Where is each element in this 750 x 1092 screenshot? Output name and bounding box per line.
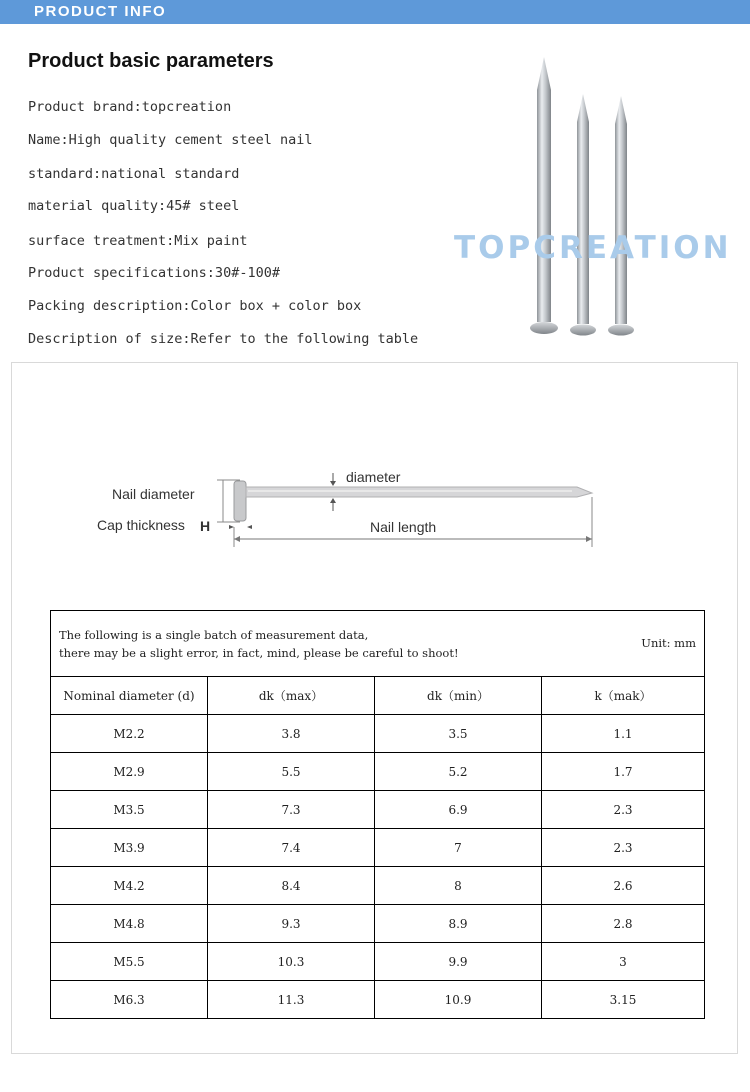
label-cap-symbol: H xyxy=(200,518,211,534)
cell-nominal: M4.2 xyxy=(51,867,208,905)
cell-dk-max: 10.3 xyxy=(208,943,375,981)
table-row xyxy=(51,981,705,1019)
cell-dk-max: 7.3 xyxy=(208,791,375,829)
cell-nominal: M5.5 xyxy=(51,943,208,981)
label-cap-thickness: Cap thickness xyxy=(97,517,185,533)
cell-dk-max: 5.5 xyxy=(208,753,375,791)
label-nail-diameter: Nail diameter xyxy=(112,486,195,502)
param-name: Name:High quality cement steel nail xyxy=(28,132,313,148)
header-dk-min: dk（min） xyxy=(375,677,542,715)
cell-k: 1.7 xyxy=(542,753,705,791)
nails-product-image xyxy=(500,52,650,342)
cell-k: 2.8 xyxy=(542,905,705,943)
cell-k: 2.6 xyxy=(542,867,705,905)
cell-dk-min: 8 xyxy=(375,867,542,905)
table-note-row xyxy=(51,611,705,677)
header-nominal-diameter: Nominal diameter (d) xyxy=(51,677,208,715)
table-header-row xyxy=(51,677,705,715)
table-row xyxy=(51,791,705,829)
cell-dk-min: 10.9 xyxy=(375,981,542,1019)
table-row xyxy=(51,715,705,753)
header-dk-max: dk（max） xyxy=(208,677,375,715)
cell-dk-max: 8.4 xyxy=(208,867,375,905)
table-row xyxy=(51,943,705,981)
brand-watermark: TOPCREATION xyxy=(454,230,732,266)
param-specifications: Product specifications:30#-100# xyxy=(28,265,280,281)
banner-title: PRODUCT INFO xyxy=(34,3,167,20)
cell-dk-min: 5.2 xyxy=(375,753,542,791)
cell-k: 3 xyxy=(542,943,705,981)
table-row xyxy=(51,905,705,943)
param-size: Description of size:Refer to the following table xyxy=(28,331,419,347)
cell-dk-min: 3.5 xyxy=(375,715,542,753)
cell-dk-max: 7.4 xyxy=(208,829,375,867)
table-note xyxy=(51,611,705,677)
cell-k: 1.1 xyxy=(542,715,705,753)
cell-nominal: M2.9 xyxy=(51,753,208,791)
table-row xyxy=(51,829,705,867)
cell-dk-min: 9.9 xyxy=(375,943,542,981)
section-title: Product basic parameters xyxy=(28,50,274,72)
cell-dk-max: 3.8 xyxy=(208,715,375,753)
param-standard: standard:national standard xyxy=(28,166,240,182)
param-brand: Product brand:topcreation xyxy=(28,99,232,115)
cell-k: 3.15 xyxy=(542,981,705,1019)
label-nail-length: Nail length xyxy=(370,519,437,535)
param-material: material quality:45# steel xyxy=(28,198,240,214)
unit-label: Unit: mm xyxy=(641,635,696,650)
size-panel xyxy=(11,362,738,1054)
note-line-1: The following is a single batch of measurement data, xyxy=(59,627,369,642)
table-row xyxy=(51,753,705,791)
param-packing: Packing description:Color box + color box xyxy=(28,298,362,314)
cell-nominal: M3.5 xyxy=(51,791,208,829)
cell-nominal: M2.2 xyxy=(51,715,208,753)
size-table xyxy=(50,610,705,1019)
param-surface: surface treatment:Mix paint xyxy=(28,233,248,249)
cell-k: 2.3 xyxy=(542,791,705,829)
cell-nominal: M6.3 xyxy=(51,981,208,1019)
cell-dk-max: 9.3 xyxy=(208,905,375,943)
cell-dk-min: 6.9 xyxy=(375,791,542,829)
label-diameter: diameter xyxy=(346,469,401,485)
cell-dk-min: 8.9 xyxy=(375,905,542,943)
cell-dk-min: 7 xyxy=(375,829,542,867)
header-banner xyxy=(0,0,750,24)
header-k-mak: k（mak） xyxy=(542,677,705,715)
cell-nominal: M4.8 xyxy=(51,905,208,943)
cell-dk-max: 11.3 xyxy=(208,981,375,1019)
note-line-2: there may be a slight error, in fact, mind, please be careful to shoot! xyxy=(59,645,459,660)
cell-nominal: M3.9 xyxy=(51,829,208,867)
table-row xyxy=(51,867,705,905)
cell-k: 2.3 xyxy=(542,829,705,867)
